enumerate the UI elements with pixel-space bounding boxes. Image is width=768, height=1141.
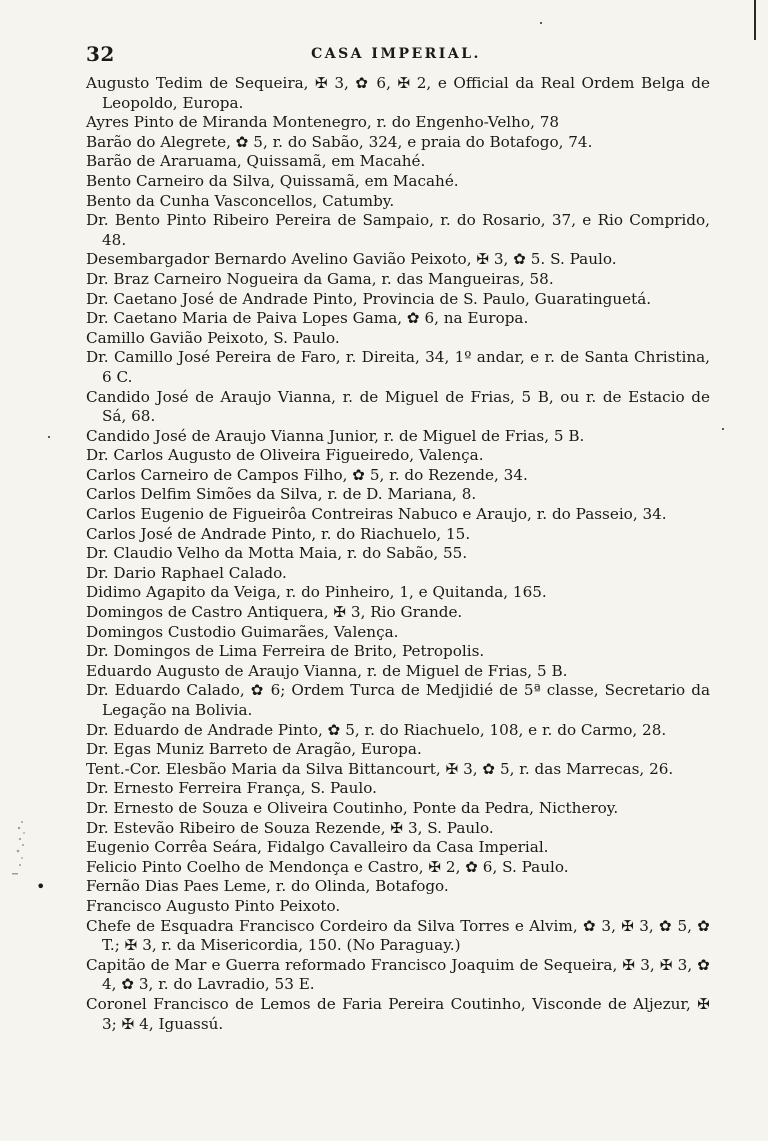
directory-entry: Bento da Cunha Vasconcellos, Catumby. bbox=[86, 191, 395, 210]
directory-entry: Barão de Araruama, Quissamã, em Macahé. bbox=[86, 152, 426, 171]
directory-entry: Eduardo Augusto de Araujo Vianna, r. de Miguel de Frias, 5 B. bbox=[86, 661, 568, 680]
directory-entry: Dr. Bento Pinto Ribeiro Pereira de Sampaio, r. do Rosario, 37, e Rio Comprido, 48. bbox=[86, 211, 710, 249]
directory-entry: Coronel Francisco de Lemos de Faria Pereira Coutinho, Visconde de Aljezur, ✠ 3; ✠ 4, Iguassú. bbox=[86, 994, 710, 1033]
directory-entry: Ayres Pinto de Miranda Montenegro, r. do Engenho-Velho, 78 bbox=[86, 113, 560, 132]
directory-entry: Didimo Agapito da Veiga, r. do Pinheiro, 1, e Quitanda, 165. bbox=[86, 583, 547, 602]
directory-entry: Candido José de Araujo Vianna, r. de Miguel de Frias, 5 B, ou r. de Estacio de Sá, 68. bbox=[86, 387, 710, 426]
directory-entry: Dr. Domingos de Lima Ferreira de Brito, Petropolis. bbox=[86, 642, 485, 661]
directory-entry: Dr. Claudio Velho da Motta Maia, r. do Sabão, 55. bbox=[86, 544, 468, 563]
directory-entry: Dr. Eduardo de Andrade Pinto, ✿ 5, r. do Riachuelo, 108, e r. do Carmo, 28. bbox=[86, 720, 667, 739]
directory-entry: Tent.-Cor. Elesbão Maria da Silva Bittancourt, ✠ 3, ✿ 5, r. das Marrecas, 26. bbox=[86, 759, 674, 778]
ink-speck bbox=[540, 22, 542, 24]
directory-entry: Dr. Eduardo Calado, ✿ 6; Ordem Turca de Medjidié de 5ª classe, Secretario da Legação na Bolivia. bbox=[86, 681, 710, 719]
margin-ink-smudge bbox=[10, 818, 32, 882]
directory-entry: Camillo Gavião Peixoto, S. Paulo. bbox=[86, 328, 340, 347]
directory-entry: Augusto Tedim de Sequeira, ✠ 3, ✿ 6, ✠ 2, e Official da Real Ordem Belga de Leopoldo, Europa. bbox=[86, 74, 710, 112]
directory-entry: Carlos José de Andrade Pinto, r. do Riachuelo, 15. bbox=[86, 524, 471, 543]
directory-entry: Eugenio Corrêa Seára, Fidalgo Cavalleiro da Casa Imperial. bbox=[86, 838, 549, 857]
directory-entry: Dr. Estevão Ribeiro de Souza Rezende, ✠ 3, S. Paulo. bbox=[86, 818, 494, 837]
ink-speck bbox=[48, 436, 50, 438]
directory-entry: Dr. Carlos Augusto de Oliveira Figueiredo, Valença. bbox=[86, 446, 484, 465]
directory-entry: Carlos Carneiro de Campos Filho, ✿ 5, r. do Rezende, 34. bbox=[86, 465, 528, 484]
directory-entry: Dr. Braz Carneiro Nogueira da Gama, r. das Mangueiras, 58. bbox=[86, 269, 554, 288]
directory-entry: Dr. Egas Muniz Barreto de Aragão, Europa. bbox=[86, 740, 422, 759]
directory-entries bbox=[86, 74, 710, 1034]
directory-entry: Bento Carneiro da Silva, Quissamã, em Macahé. bbox=[86, 171, 459, 190]
page-header bbox=[86, 42, 706, 68]
directory-entry: • Fernão Dias Paes Leme, r. do Olinda, Botafogo. bbox=[86, 877, 710, 897]
directory-entry: Capitão de Mar e Guerra reformado Francisco Joaquim de Sequeira, ✠ 3, ✠ 3, ✿ 4, ✿ 3, r. do Lavradio, 53 E. bbox=[86, 955, 710, 994]
directory-entry: Domingos Custodio Guimarães, Valença. bbox=[86, 622, 399, 641]
directory-entry: Domingos de Castro Antiquera, ✠ 3, Rio Grande. bbox=[86, 603, 463, 622]
directory-entry: Carlos Delfim Simões da Silva, r. de D. Mariana, 8. bbox=[86, 485, 477, 504]
directory-entry: Barão do Alegrete, ✿ 5, r. do Sabão, 324, e praia do Botafogo, 74. bbox=[86, 132, 593, 151]
directory-entry: Carlos Eugenio de Figueirôa Contreiras Nabuco e Araujo, r. do Passeio, 34. bbox=[86, 505, 667, 524]
ink-speck bbox=[722, 428, 724, 430]
directory-entry: Felicio Pinto Coelho de Mendonça e Castro, ✠ 2, ✿ 6, S. Paulo. bbox=[86, 857, 569, 876]
directory-entry: Dr. Dario Raphael Calado. bbox=[86, 563, 287, 582]
directory-entry: Candido José de Araujo Vianna Junior, r. de Miguel de Frias, 5 B. bbox=[86, 426, 585, 445]
running-title: CASA IMPERIAL. bbox=[311, 46, 481, 62]
page-edge-mark bbox=[754, 0, 756, 40]
directory-entry: Dr. Ernesto Ferreira França, S. Paulo. bbox=[86, 779, 377, 798]
directory-entry: Dr. Caetano José de Andrade Pinto, Provincia de S. Paulo, Guaratinguetá. bbox=[86, 289, 652, 308]
directory-entry: Dr. Caetano Maria de Paiva Lopes Gama, ✿ 6, na Europa. bbox=[86, 309, 529, 328]
directory-entry: Dr. Ernesto de Souza e Oliveira Coutinho, Ponte da Pedra, Nictheroy. bbox=[86, 798, 619, 817]
page-number: 32 bbox=[86, 42, 115, 66]
directory-entry: Chefe de Esquadra Francisco Cordeiro da Silva Torres e Alvim, ✿ 3, ✠ 3, ✿ 5, ✿ T.; ✠ 3, r. da Misericordia, 150. (No Paraguay.) bbox=[86, 916, 710, 955]
directory-entry: Dr. Camillo José Pereira de Faro, r. Direita, 34, 1º andar, e r. de Santa Christina, 6 C. bbox=[86, 348, 710, 386]
directory-entry: Francisco Augusto Pinto Peixoto. bbox=[86, 896, 341, 915]
directory-entry: Desembargador Bernardo Avelino Gavião Peixoto, ✠ 3, ✿ 5. S. Paulo. bbox=[86, 250, 617, 269]
